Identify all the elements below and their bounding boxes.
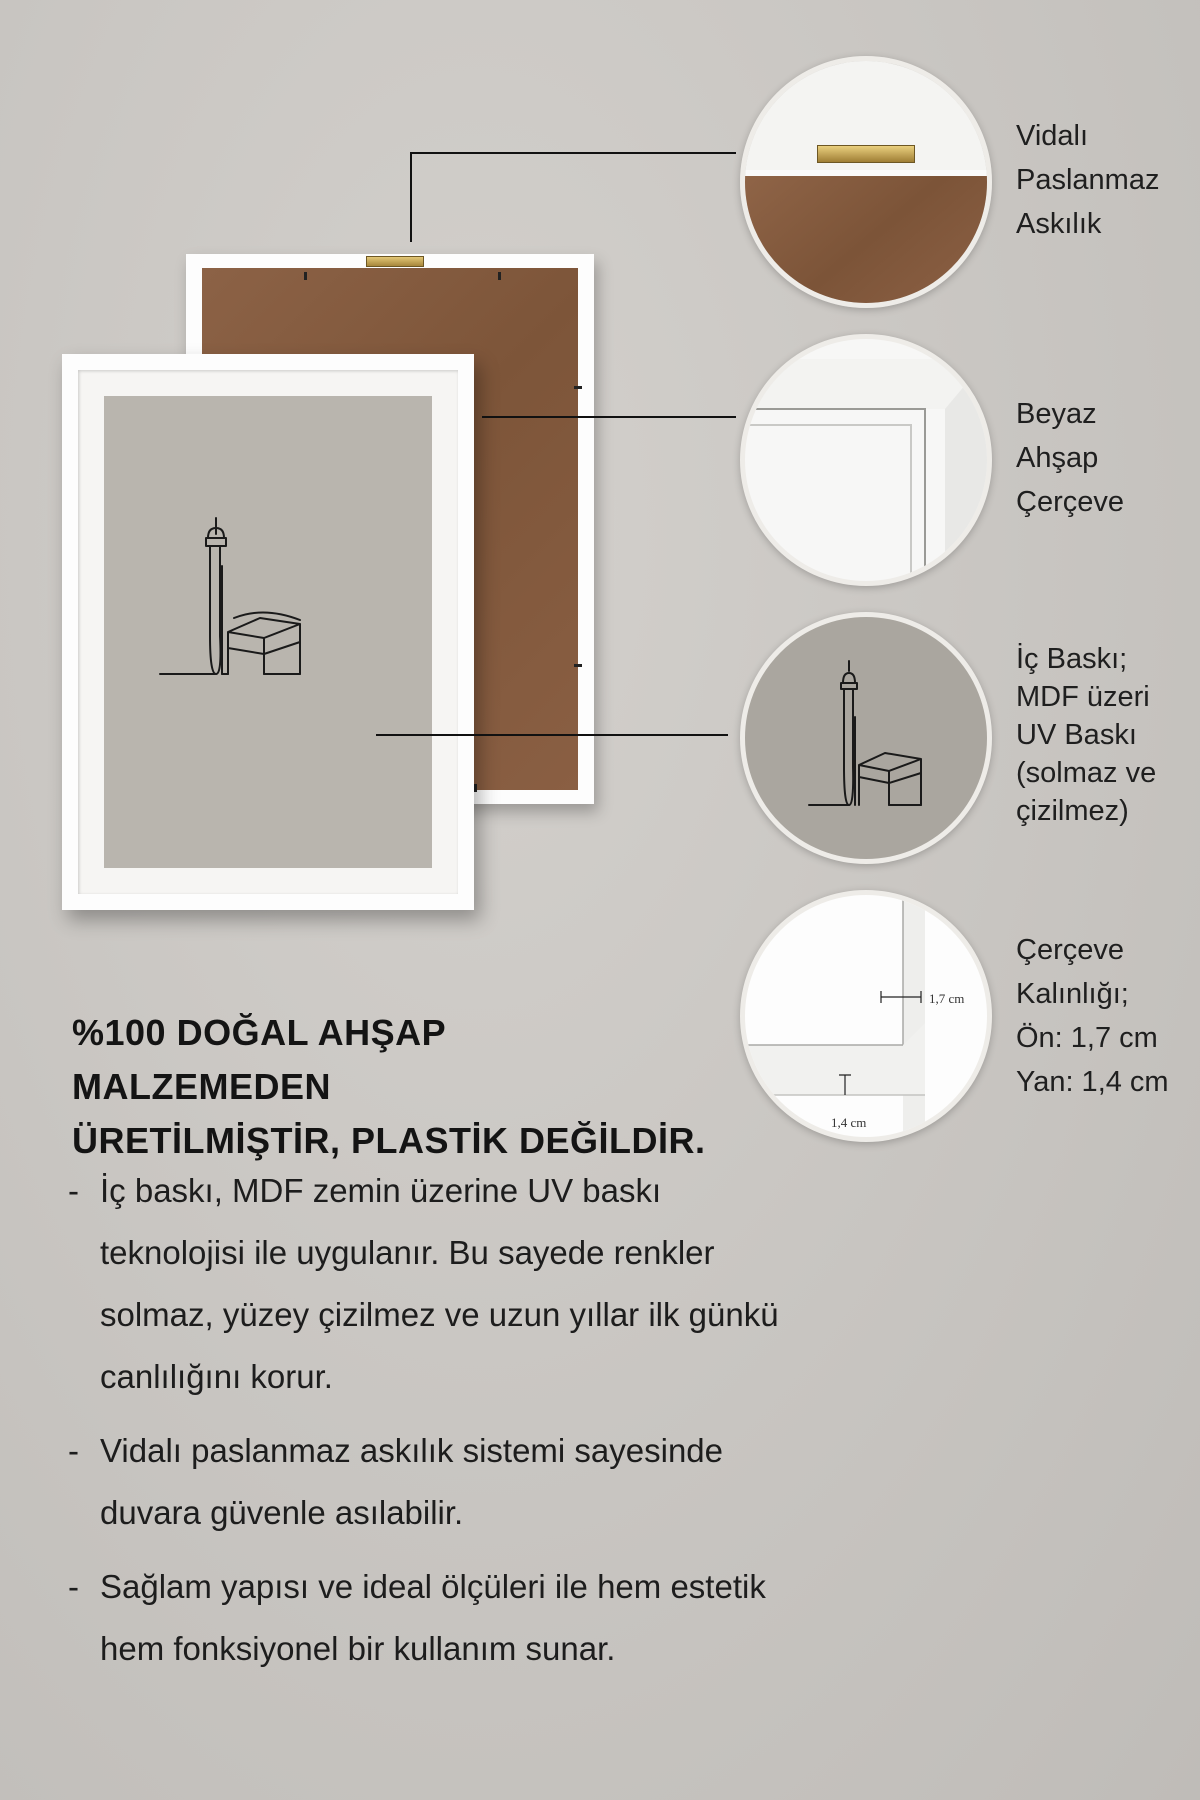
thickness-detail-circle <box>740 890 992 1142</box>
screw-hanger-icon <box>817 145 915 163</box>
hanger-icon <box>366 256 424 267</box>
callout-label-thickness <box>1016 928 1169 1104</box>
frame-thickness-icon <box>745 895 987 1137</box>
minaret-kaaba-line-art-icon <box>745 617 987 859</box>
connector-line <box>410 152 736 154</box>
list-item-text: Sağlam yapısı ve ideal ölçüleri ile hem estetik hem fonksiyonel bir kullanım sunar. <box>100 1568 766 1667</box>
backing-clip <box>574 386 582 389</box>
list-item-text: İç baskı, MDF zemin üzerine UV baskı teknolojisi ile uygulanır. Bu sayede renkler solmaz, yüzey çizilmez ve uzun yıllar ilk günkü canlılığını korur. <box>100 1172 779 1395</box>
callout-text: Beyaz Ahşap Çerçeve <box>1016 398 1124 518</box>
front-thickness-label: 1,7 cm <box>929 991 965 1006</box>
bullet-dash: - <box>68 1432 79 1469</box>
connector-line <box>410 152 412 242</box>
headline-line-1: %100 DOĞAL AHŞAP MALZEMEDEN <box>72 1012 446 1107</box>
backing-clip <box>474 784 477 792</box>
list-item-text: Vidalı paslanmaz askılık sistemi sayesinde duvara güvenle asılabilir. <box>100 1432 724 1531</box>
headline <box>72 1006 712 1168</box>
front-frame-image <box>62 354 474 910</box>
callout-text: İç Baskı; MDF üzeri UV Baskı (solmaz ve çizilmez) <box>1016 643 1157 827</box>
list-item <box>68 1556 788 1680</box>
art-print <box>104 396 432 868</box>
bullet-dash: - <box>68 1172 79 1209</box>
hanger-detail-circle <box>740 56 992 308</box>
bullet-dash: - <box>68 1568 79 1605</box>
mdf-board-detail <box>745 170 987 308</box>
backing-clip <box>304 272 307 280</box>
feature-list <box>68 1160 788 1692</box>
callout-text: Vidalı Paslanmaz Askılık <box>1016 120 1160 240</box>
backing-clip <box>498 272 501 280</box>
frame-corner-circle <box>740 334 992 586</box>
list-item <box>68 1160 788 1408</box>
callout-label-hanger <box>1016 114 1159 246</box>
callout-label-frame <box>1016 392 1124 524</box>
backing-clip <box>574 664 582 667</box>
list-item <box>68 1420 788 1544</box>
print-detail-circle <box>740 612 992 864</box>
connector-line <box>376 734 728 736</box>
headline-line-2: ÜRETİLMİŞTİR, PLASTİK DEĞİLDİR. <box>72 1120 706 1161</box>
callout-text: Çerçeve Kalınlığı; Ön: 1,7 cm Yan: 1,4 cm <box>1016 934 1169 1098</box>
callout-label-print <box>1016 640 1156 830</box>
frame-corner-icon <box>745 339 987 581</box>
minaret-kaaba-line-art-icon <box>104 396 432 868</box>
side-thickness-label: 1,4 cm <box>831 1115 867 1130</box>
connector-line <box>482 416 736 418</box>
